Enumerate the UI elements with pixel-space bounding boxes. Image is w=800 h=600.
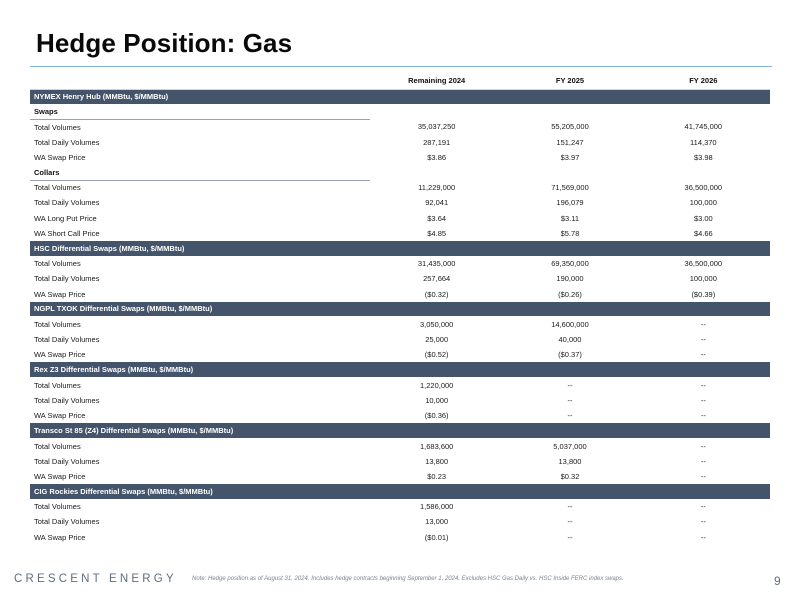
table-row	[30, 226, 770, 241]
section-title: Transco St 85 (Z4) Differential Swaps (MMBtu, $/MMBtu)	[30, 423, 770, 438]
table-row	[30, 317, 770, 332]
table-row	[30, 469, 770, 484]
value-cell: --	[567, 517, 573, 527]
value-cell: $0.32	[560, 471, 580, 481]
table-row	[30, 408, 770, 423]
table-row	[30, 529, 770, 544]
value-cell: 114,370	[690, 137, 717, 147]
section-header-row	[30, 362, 770, 377]
row-label: Total Volumes	[34, 122, 81, 132]
page-title: Hedge Position: Gas	[36, 28, 293, 58]
value-cell: $4.85	[427, 228, 447, 238]
value-cell: --	[700, 471, 706, 481]
table-row	[30, 347, 770, 362]
value-cell: --	[567, 380, 573, 390]
value-cell: $3.11	[560, 213, 580, 223]
table-row	[30, 438, 770, 453]
section-title: NGPL TXOK Differential Swaps (MMBtu, $/MMBtu)	[30, 302, 770, 317]
table-header-row	[30, 73, 770, 89]
subsection-row	[30, 165, 770, 180]
section-header-row	[30, 89, 770, 104]
table-row	[30, 119, 770, 134]
row-label: Total Volumes	[34, 502, 81, 512]
row-label: Total Volumes	[34, 320, 81, 330]
empty-cell	[503, 104, 636, 119]
row-label: Total Daily Volumes	[34, 198, 100, 208]
value-cell: 55,205,000	[551, 122, 589, 132]
value-cell: 100,000	[689, 198, 717, 208]
title-divider	[30, 66, 772, 67]
value-cell: 69,350,000	[551, 259, 589, 269]
value-cell: 1,683,600	[419, 441, 454, 451]
table-row	[30, 378, 770, 393]
row-label: Total Volumes	[34, 259, 81, 269]
row-label: WA Short Call Price	[34, 228, 100, 238]
value-cell: $3.64	[427, 213, 447, 223]
row-label: Total Daily Volumes	[34, 456, 100, 466]
subsection-title: Collars	[30, 165, 370, 180]
value-cell: 196,079	[556, 198, 584, 208]
value-cell: --	[700, 532, 706, 542]
table-row	[30, 150, 770, 165]
table-row	[30, 195, 770, 210]
value-cell: --	[700, 320, 706, 330]
value-cell: 1,220,000	[419, 380, 454, 390]
value-cell: 1,586,000	[419, 502, 454, 512]
row-label: Total Daily Volumes	[34, 395, 100, 405]
section-title: NYMEX Henry Hub (MMBtu, $/MMBtu)	[30, 89, 770, 104]
value-cell: 190,000	[556, 274, 584, 284]
header-label-cell	[30, 73, 370, 89]
value-cell: 3,050,000	[419, 320, 454, 330]
row-label: Total Volumes	[34, 183, 81, 193]
value-cell: --	[567, 502, 573, 512]
section-title: HSC Differential Swaps (MMBtu, $/MMBtu)	[30, 241, 770, 256]
value-cell: --	[567, 411, 573, 421]
table-row	[30, 454, 770, 469]
row-label: WA Swap Price	[34, 411, 86, 421]
value-cell: $3.86	[427, 152, 447, 162]
hedge-table-body	[30, 89, 770, 545]
empty-cell	[637, 104, 770, 119]
row-label: Total Daily Volumes	[34, 517, 100, 527]
subsection-row	[30, 104, 770, 119]
value-cell: 40,000	[558, 335, 582, 345]
table-row	[30, 180, 770, 195]
brand-logo: CRESCENT ENERGY	[14, 573, 177, 585]
row-label: Total Daily Volumes	[34, 335, 100, 345]
value-cell: 14,600,000	[551, 320, 589, 330]
section-header-row	[30, 241, 770, 256]
value-cell: ($0.39)	[691, 289, 716, 299]
value-cell: --	[700, 441, 706, 451]
value-cell: --	[700, 395, 706, 405]
value-cell: --	[700, 411, 706, 421]
value-cell: --	[700, 350, 706, 360]
table-row	[30, 514, 770, 529]
value-cell: --	[700, 502, 706, 512]
section-header-row	[30, 302, 770, 317]
value-cell: 92,041	[425, 198, 449, 208]
row-label: WA Swap Price	[34, 471, 86, 481]
value-cell: 100,000	[689, 274, 717, 284]
value-cell: 13,000	[425, 517, 449, 527]
table-row	[30, 211, 770, 226]
empty-cell	[503, 165, 636, 180]
value-cell: --	[567, 532, 573, 542]
footnote: Note: Hedge position as of August 31, 2024. Includes hedge contracts beginning September 1, 2024. Excludes HSC Gas Daily vs. HSC Inside FERC index swaps.	[192, 576, 624, 582]
row-label: Total Volumes	[34, 441, 81, 451]
value-cell: 36,500,000	[684, 183, 723, 193]
column-header: FY 2026	[637, 73, 770, 89]
page-number: 9	[774, 574, 781, 588]
section-title: CIG Rockies Differential Swaps (MMBtu, $/MMBtu)	[30, 484, 770, 499]
value-cell: 71,569,000	[551, 183, 589, 193]
value-cell: 13,800	[425, 456, 449, 466]
row-label: WA Swap Price	[34, 289, 86, 299]
value-cell: ($0.37)	[558, 350, 582, 360]
section-header-row	[30, 423, 770, 438]
row-label: WA Long Put Price	[34, 213, 97, 223]
table-row	[30, 135, 770, 150]
row-label: Total Daily Volumes	[34, 274, 100, 284]
value-cell: 41,745,000	[684, 122, 723, 132]
row-label: WA Swap Price	[34, 152, 86, 162]
value-cell: $4.66	[693, 228, 713, 238]
value-cell: ($0.36)	[424, 411, 449, 421]
value-cell: $3.98	[693, 152, 713, 162]
table-row	[30, 271, 770, 286]
value-cell: 5,037,000	[553, 441, 587, 451]
empty-cell	[370, 165, 503, 180]
empty-cell	[370, 104, 503, 119]
value-cell: 31,435,000	[417, 259, 456, 269]
value-cell: --	[700, 456, 706, 466]
column-header: Remaining 2024	[370, 73, 503, 89]
hedge-table	[30, 73, 770, 545]
value-cell: 13,800	[558, 456, 582, 466]
value-cell: 11,229,000	[418, 183, 456, 193]
value-cell: 151,247	[556, 137, 584, 147]
value-cell: $0.23	[427, 471, 447, 481]
value-cell: 257,664	[423, 274, 451, 284]
table-row	[30, 256, 770, 271]
table-row	[30, 286, 770, 301]
value-cell: 36,500,000	[684, 259, 723, 269]
row-label: WA Swap Price	[34, 350, 86, 360]
table-row	[30, 499, 770, 514]
value-cell: 287,191	[423, 137, 451, 147]
section-title: Rex Z3 Differential Swaps (MMBtu, $/MMBtu)	[30, 362, 770, 377]
empty-cell	[637, 165, 770, 180]
value-cell: --	[567, 395, 573, 405]
value-cell: 10,000	[425, 395, 449, 405]
value-cell: 35,037,250	[417, 122, 456, 132]
row-label: Total Volumes	[34, 380, 81, 390]
value-cell: --	[700, 380, 706, 390]
value-cell: ($0.32)	[424, 289, 449, 299]
value-cell: $3.00	[693, 213, 713, 223]
value-cell: $5.78	[560, 228, 580, 238]
value-cell: $3.97	[560, 152, 580, 162]
value-cell: 25,000	[425, 335, 449, 345]
column-header: FY 2025	[503, 73, 636, 89]
table-row	[30, 332, 770, 347]
section-header-row	[30, 484, 770, 499]
table-row	[30, 393, 770, 408]
subsection-title: Swaps	[30, 104, 370, 119]
row-label: Total Daily Volumes	[34, 137, 100, 147]
value-cell: ($0.01)	[424, 532, 449, 542]
row-label: WA Swap Price	[34, 532, 86, 542]
value-cell: ($0.52)	[424, 350, 449, 360]
value-cell: ($0.26)	[558, 289, 582, 299]
value-cell: --	[700, 517, 706, 527]
value-cell: --	[700, 335, 706, 345]
